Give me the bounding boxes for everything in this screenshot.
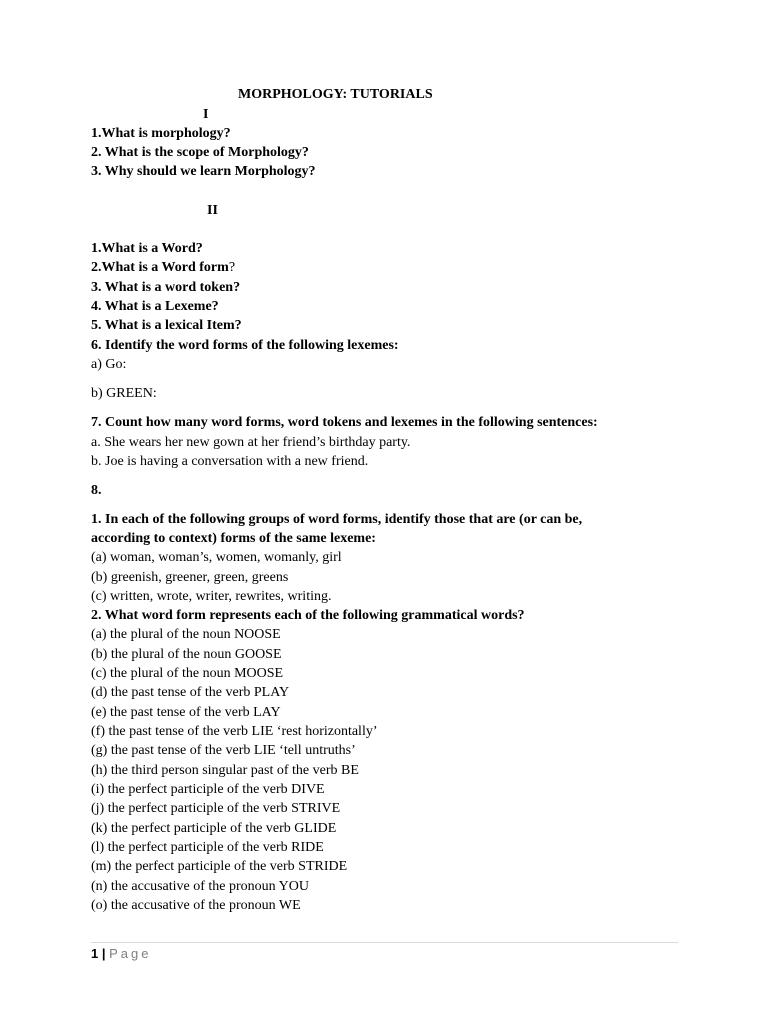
question-text: 2.What is a Word form	[91, 260, 229, 275]
question: 1.What is a Word?	[91, 241, 203, 256]
question: 5. What is a lexical Item?	[91, 318, 242, 333]
list-item: (i) the perfect participle of the verb DIVE	[91, 782, 325, 797]
page-title: MORPHOLOGY: TUTORIALS	[238, 87, 433, 102]
question: 7. Count how many word forms, word tokens and lexemes in the following sentences:	[91, 415, 598, 430]
list-item: (b) the plural of the noun GOOSE	[91, 647, 282, 662]
list-item: (g) the past tense of the verb LIE ‘tell untruths’	[91, 743, 356, 758]
list-item: (e) the past tense of the verb LAY	[91, 705, 281, 720]
answer-line: b) GREEN:	[91, 386, 157, 401]
question: 3. What is a word token?	[91, 280, 241, 295]
question: 3. Why should we learn Morphology?	[91, 164, 316, 179]
footer-separator: |	[101, 946, 106, 961]
question-mark: ?	[228, 260, 236, 275]
page-number: 1	[91, 946, 99, 961]
answer-line: a) Go:	[91, 357, 127, 372]
question: 4. What is a Lexeme?	[91, 299, 219, 314]
list-item: (n) the accusative of the pronoun YOU	[91, 879, 309, 894]
section-heading-2: II	[207, 203, 218, 218]
list-item: (c) written, wrote, writer, rewrites, writing.	[91, 589, 332, 604]
footer-divider	[91, 942, 678, 943]
list-item: (c) the plural of the noun MOOSE	[91, 666, 284, 681]
exercise-prompt: 1. In each of the following groups of word forms, identify those that are (or can be,	[91, 512, 583, 527]
list-item: (o) the accusative of the pronoun WE	[91, 898, 301, 913]
list-item: (a) the plural of the noun NOOSE	[91, 627, 281, 642]
page-footer	[91, 945, 152, 963]
list-item: (f) the past tense of the verb LIE ‘rest horizontally’	[91, 724, 378, 739]
sentence: a. She wears her new gown at her friend’s birthday party.	[91, 435, 411, 450]
list-item: (k) the perfect participle of the verb GLIDE	[91, 821, 337, 836]
list-item: (l) the perfect participle of the verb RIDE	[91, 840, 324, 855]
page-label: Page	[109, 946, 152, 961]
list-item: (d) the past tense of the verb PLAY	[91, 685, 290, 700]
question: 6. Identify the word forms of the following lexemes:	[91, 338, 399, 353]
question: 1.What is morphology?	[91, 126, 231, 141]
list-item: (h) the third person singular past of the verb BE	[91, 763, 359, 778]
sentence: b. Joe is having a conversation with a new friend.	[91, 454, 369, 469]
exercise-prompt: 2. What word form represents each of the following grammatical words?	[91, 608, 525, 623]
question-number: 8.	[91, 483, 102, 498]
list-item: (b) greenish, greener, green, greens	[91, 570, 289, 585]
list-item: (j) the perfect participle of the verb STRIVE	[91, 801, 341, 816]
list-item: (m) the perfect participle of the verb STRIDE	[91, 859, 348, 874]
section-heading-1: I	[203, 107, 209, 122]
exercise-prompt: according to context) forms of the same lexeme:	[91, 531, 376, 546]
question	[91, 258, 235, 277]
question: 2. What is the scope of Morphology?	[91, 145, 309, 160]
list-item: (a) woman, woman’s, women, womanly, girl	[91, 550, 342, 565]
